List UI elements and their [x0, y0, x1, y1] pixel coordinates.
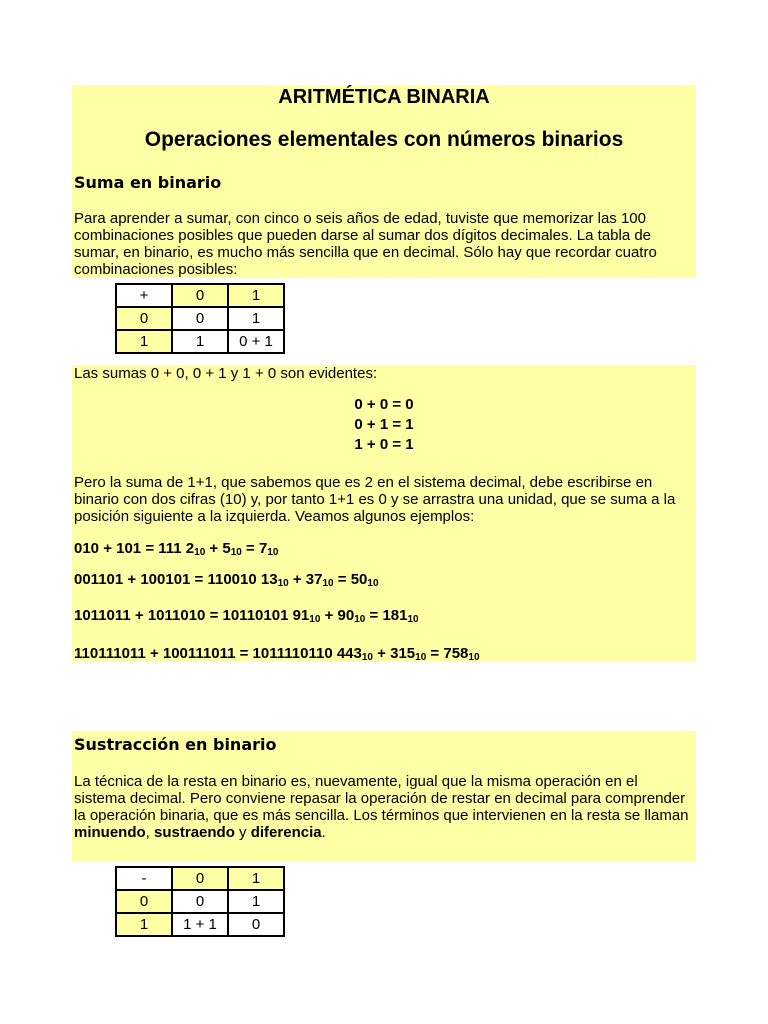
example-plus: +: [205, 540, 223, 557]
example-equals: =: [333, 571, 351, 588]
table-cell: 0: [228, 913, 284, 936]
example-result: 758: [443, 645, 469, 662]
example-plus: +: [373, 645, 391, 662]
row-header-cell: 0: [116, 890, 172, 913]
subtraction-table: [115, 866, 285, 937]
table-cell: 0: [172, 890, 228, 913]
row-header-cell: 0: [116, 307, 172, 330]
example-result: 7: [258, 540, 268, 557]
example-binary: 001101 + 100101 = 110010: [74, 571, 257, 588]
row-header-cell: 1: [116, 913, 172, 936]
base-subscript: 10: [415, 652, 427, 663]
table-row: [116, 307, 284, 330]
base-subscript: 10: [194, 547, 206, 558]
suma-explanation-paragraph: Pero la suma de 1+1, que sabemos que es 2 en el sistema decimal, debe escribirse en binario con dos cifras (10) y, por tanto 1+1 es 0 y se arrastra una unidad, que se suma a la posición siguiente a la izquierda. Veamos algunos ejemplos:: [74, 474, 676, 525]
sum-table: [115, 283, 285, 354]
equation: 0 + 1 = 1: [354, 416, 414, 433]
sustraccion-intro-text: La técnica de la resta en binario es, nuevamente, igual que la misma operación en el sistema decimal. Pero conviene repasar la operación de restar en decimal para comprender la operación binaria, que es más sencilla. Los términos que intervienen en la resta se llaman: [74, 773, 689, 824]
column-header-cell: 0: [172, 867, 228, 890]
base-subscript: 10: [354, 614, 366, 625]
sustraccion-heading: Sustracción en binario: [74, 735, 277, 754]
sum-example: [74, 540, 278, 558]
table-row: [116, 284, 284, 307]
page-subtitle: Operaciones elementales con números binarios: [144, 128, 624, 151]
term-sustraendo: sustraendo: [154, 824, 235, 841]
example-operand: 90: [337, 607, 355, 624]
table-cell: 1 + 1: [172, 913, 228, 936]
base-subscript: 10: [277, 578, 289, 589]
example-plus: +: [288, 571, 306, 588]
example-operand: 5: [222, 540, 231, 557]
example-operand: 443: [336, 645, 362, 662]
sum-example: [74, 571, 379, 589]
base-subscript: 10: [309, 614, 321, 625]
equation: 1 + 0 = 1: [354, 436, 414, 453]
table-corner-cell: -: [116, 867, 172, 890]
example-equals: =: [241, 540, 259, 557]
table-cell: 1: [228, 307, 284, 330]
example-operand: 315: [390, 645, 416, 662]
suma-intro-paragraph: Para aprender a sumar, con cinco o seis años de edad, tuviste que memorizar las 100 combinaciones posibles que pueden darse al sumar dos dígitos decimales. La tabla de sumar, en binario, es mucho más sencilla que en decimal. Sólo hay que recordar cuatro combinaciones posibles:: [74, 210, 657, 278]
table-cell: 1: [172, 330, 228, 353]
example-result: 50: [350, 571, 368, 588]
table-row: [116, 913, 284, 936]
term-minuendo: minuendo: [74, 824, 146, 841]
table-row: [116, 330, 284, 353]
sustraccion-intro-paragraph: [74, 773, 692, 841]
equation: 0 + 0 = 0: [354, 396, 414, 413]
column-header-cell: 1: [228, 284, 284, 307]
table-corner-cell: +: [116, 284, 172, 307]
term-separator: ,: [145, 824, 155, 841]
example-equals: =: [426, 645, 444, 662]
base-subscript: 10: [361, 652, 373, 663]
term-diferencia: diferencia: [250, 824, 322, 841]
example-equals: =: [365, 607, 383, 624]
term-separator: y: [234, 824, 251, 841]
table-row: [116, 867, 284, 890]
base-subscript: 10: [230, 547, 242, 558]
example-operand: 13: [260, 571, 278, 588]
sum-example: [74, 645, 480, 663]
base-subscript: 10: [468, 652, 480, 663]
suma-heading: Suma en binario: [74, 173, 222, 192]
example-plus: +: [320, 607, 338, 624]
sum-example: [74, 607, 419, 625]
base-subscript: 10: [367, 578, 379, 589]
example-operand: 2: [185, 540, 195, 557]
column-header-cell: 0: [172, 284, 228, 307]
column-header-cell: 1: [228, 867, 284, 890]
example-operand: 91: [292, 607, 310, 624]
row-header-cell: 1: [116, 330, 172, 353]
table-cell: 0: [172, 307, 228, 330]
base-subscript: 10: [322, 578, 334, 589]
example-binary: 110111011 + 100111011 = 1011110110: [74, 645, 333, 662]
example-binary: 1011011 + 1011010 = 10110101: [74, 607, 289, 624]
example-binary: 010 + 101 = 111: [74, 540, 182, 557]
example-result: 181: [382, 607, 408, 624]
page-title: ARITMÉTICA BINARIA: [278, 86, 490, 108]
sumas-evidentes-text: Las sumas 0 + 0, 0 + 1 y 1 + 0 son evidentes:: [74, 365, 378, 382]
table-cell: 1: [228, 890, 284, 913]
table-row: [116, 890, 284, 913]
base-subscript: 10: [407, 614, 419, 625]
paragraph-end: .: [321, 824, 326, 841]
example-operand: 37: [305, 571, 323, 588]
table-cell: 0 + 1: [228, 330, 284, 353]
base-subscript: 10: [267, 547, 279, 558]
